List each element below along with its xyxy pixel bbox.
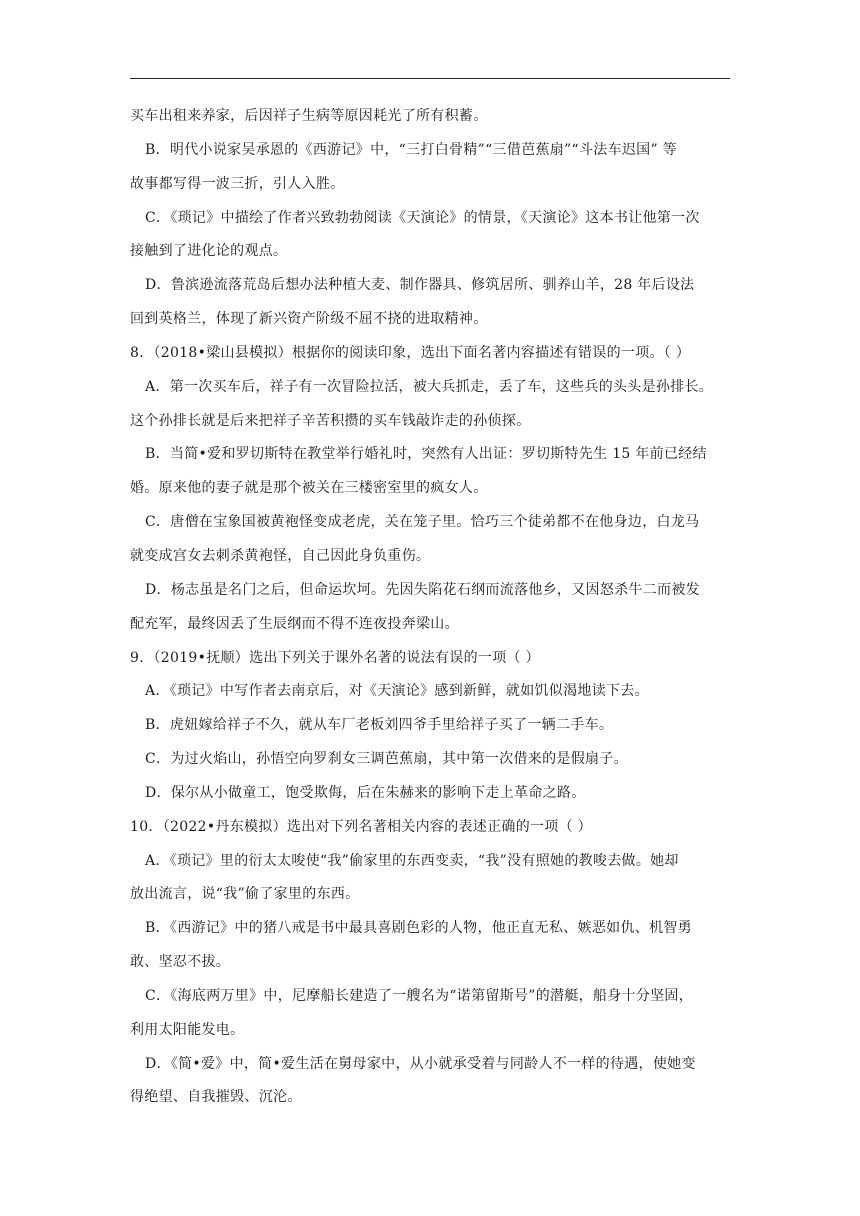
option-a-line: A．《琐记》中写作者去南京后，对《天演论》感到新鲜，就如饥似渴地读下去。 [145,683,649,700]
question-8: 8．（2018•梁山县模拟）根据你的阅读印象，选出下面名著内容描述有错误的一项。（ ） [130,344,691,361]
text-line: 敢、坚忍不拔。 [130,954,231,971]
text-line: 买车出租来养家，后因祥子生病等原因耗光了所有积蓄。 [130,108,488,124]
option-d-line: D．鲁滨逊流落荒岛后想办法种植大麦、制作器具、修筑居所、驯养山羊，28 年后设法 [145,277,695,294]
text-line: 故事都写得一波三折，引人入胜。 [130,175,345,192]
option-c-line: C．为过火焰山，孙悟空向罗刹女三调芭蕉扇，其中第一次借来的是假扇子。 [145,751,628,768]
text-line: 婚。原来他的妻子就是那个被关在三楼密室里的疯女人。 [130,480,488,497]
text-line: 利用太阳能发电。 [130,1021,245,1038]
question-10: 10．（2022•丹东模拟）选出对下列名著相关内容的表述正确的一项（ ） [130,818,592,835]
text-line: 回到英格兰，体现了新兴资产阶级不屈不挠的进取精神。 [130,311,488,328]
text-line: 这个孙排长就是后来把祥子辛苦积攒的买车钱敲诈走的孙侦探。 [130,412,531,429]
option-a-line: A．第一次买车后，祥子有一次冒险拉活，被大兵抓走，丢了车，这些兵的头头是孙排长。 [145,378,714,395]
option-d-line: D．保尔从小做童工，饱受欺侮，后在朱赫来的影响下走上革命之路。 [145,784,586,801]
option-c-line: C．《海底两万里》中，尼摩船长建造了一艘名为“诺第留斯号”的潜艇，船身十分坚固， [145,987,694,1004]
text-line: 放出流言，说“我”偷了家里的东西。 [130,886,360,903]
text-line: 接触到了进化论的观点。 [130,243,288,260]
text-line: 得绝望、自我摧毁、沉沦。 [130,1089,302,1106]
option-b-line: B．明代小说家吴承恩的《西游记》中，“三打白骨精”“三借芭蕉扇”“斗法车迟国” 等 [145,141,677,158]
document-body [130,106,730,1107]
header-rule [130,78,730,79]
option-c-line: C．《琐记》中描绘了作者兴致勃勃阅读《天演论》的情景，《天演论》这本书让他第一次 [145,209,700,226]
option-b-line: B．虎妞嫁给祥子不久，就从车厂老板刘四爷手里给祥子买了一辆二手车。 [145,717,614,734]
text-line: 配充军，最终因丢了生辰纲而不得不连夜投奔梁山。 [130,615,459,632]
option-d-line: D．杨志虽是名门之后，但命运坎坷。先因失陷花石纲而流落他乡，又因怒杀牛二而被发 [145,581,700,598]
text-line: 就变成宫女去刺杀黄袍怪，自己因此身负重伤。 [130,547,431,564]
option-d-line: D．《简•爱》中，简•爱生活在舅母家中，从小就承受着与同龄人不一样的待遇，使她变 [145,1055,696,1072]
option-b-line: B．当简•爱和罗切斯特在教堂举行婚礼时，突然有人出证：罗切斯特先生 15 年前已经结 [145,446,707,463]
option-b-line: B．《西游记》中的猪八戒是书中最具喜剧色彩的人物，他正直无私、嫉恶如仇、机智勇 [145,920,692,937]
option-c-line: C．唐僧在宝象国被黄袍怪变成老虎，关在笼子里。恰巧三个徒弟都不在他身边，白龙马 [145,514,700,531]
question-9: 9．（2019•抚顺）选出下列关于课外名著的说法有误的一项（ ） [130,649,540,666]
option-a-line: A．《琐记》里的衍太太唆使“我”偷家里的东西变卖，“我”没有照她的教唆去做。她却 [145,852,679,869]
